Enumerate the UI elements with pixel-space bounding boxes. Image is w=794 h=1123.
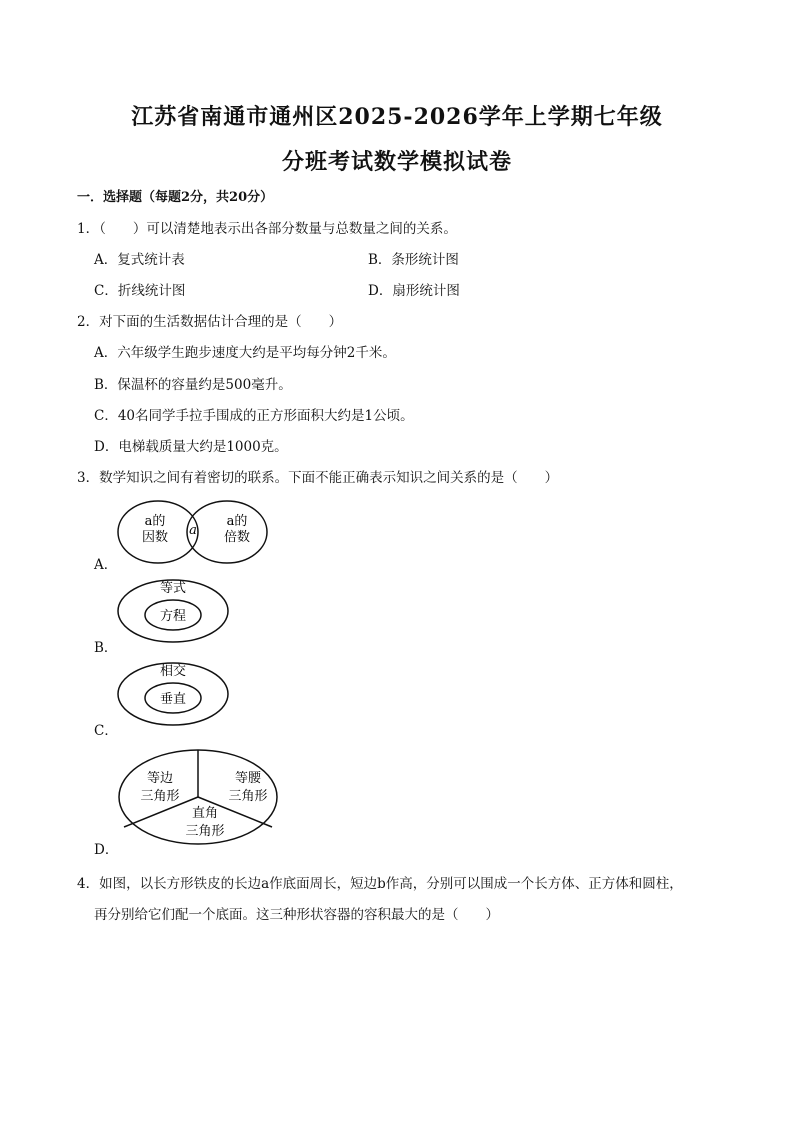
q2-option-a: A．六年级学生跑步速度大约是平均每分钟2千米。: [94, 345, 396, 361]
q2-option-d: D．电梯载质量大约是1000克。: [94, 439, 288, 455]
q1-option-a: A．复式统计表: [94, 252, 185, 268]
q3-stem: 3．数学知识之间有着密切的联系。下面不能正确表示知识之间关系的是（ ）: [77, 470, 559, 486]
diagram-a-right-line2: 倍数: [223, 530, 251, 545]
q1-stem: 1．（ ）可以清楚地表示出各部分数量与总数量之间的关系。: [77, 221, 457, 237]
q3-diagram-d: [115, 745, 285, 850]
diagram-d-left-line1: 等边: [146, 771, 174, 786]
q2-stem: 2．对下面的生活数据估计合理的是（ ）: [77, 314, 343, 330]
q3-option-b-label: B．: [94, 640, 118, 656]
diagram-b-inner: 方程: [159, 609, 187, 624]
diagram-c-inner: 垂直: [159, 692, 187, 707]
diagram-d-bottom-line1: 直角: [191, 806, 219, 821]
diagram-a-center: a: [189, 523, 197, 538]
q1-option-c: C．折线统计图: [94, 283, 186, 299]
q1-option-d: D．扇形统计图: [368, 283, 460, 299]
diagram-c-outer: 相交: [159, 664, 187, 679]
q4-stem-line2: 再分别给它们配一个底面。这三种形状容器的容积最大的是（ ）: [94, 907, 499, 923]
diagram-d-right-line1: 等腰: [234, 771, 262, 786]
diagram-d-left-line2: 三角形: [140, 789, 180, 804]
q3-option-a-label: A．: [94, 557, 118, 573]
diagram-a-right-line1: a的: [226, 514, 248, 529]
q3-diagram-c: [115, 658, 235, 728]
q4-stem-line1: 4．如图，以长方形铁皮的长边a作底面周长，短边b作高，分别可以围成一个长方体、正方体和圆柱，: [77, 876, 683, 892]
q1-option-b: B．条形统计图: [368, 252, 459, 268]
q3-option-d-label: D．: [94, 842, 119, 858]
diagram-b-outer: 等式: [159, 581, 187, 596]
q2-option-b: B．保温杯的容量约是500毫升。: [94, 377, 292, 393]
page-title-line2: 分班考试数学模拟试卷: [281, 149, 512, 175]
diagram-a-left-line1: a的: [144, 514, 166, 529]
diagram-d-right-line2: 三角形: [228, 789, 268, 804]
q2-option-c: C．40名同学手拉手围成的正方形面积大约是1公顷。: [94, 408, 414, 424]
diagram-a-left-line2: 因数: [141, 530, 169, 545]
page-title-line1: 江苏省南通市通州区2025-2026学年上学期七年级: [131, 104, 663, 130]
q3-diagram-b: [115, 575, 235, 645]
q3-option-c-label: C．: [94, 723, 118, 739]
section-heading: 一．选择题（每题2分，共20分）: [77, 190, 274, 205]
diagram-d-bottom-line2: 三角形: [185, 824, 225, 839]
q3-diagram-a: [115, 498, 275, 568]
